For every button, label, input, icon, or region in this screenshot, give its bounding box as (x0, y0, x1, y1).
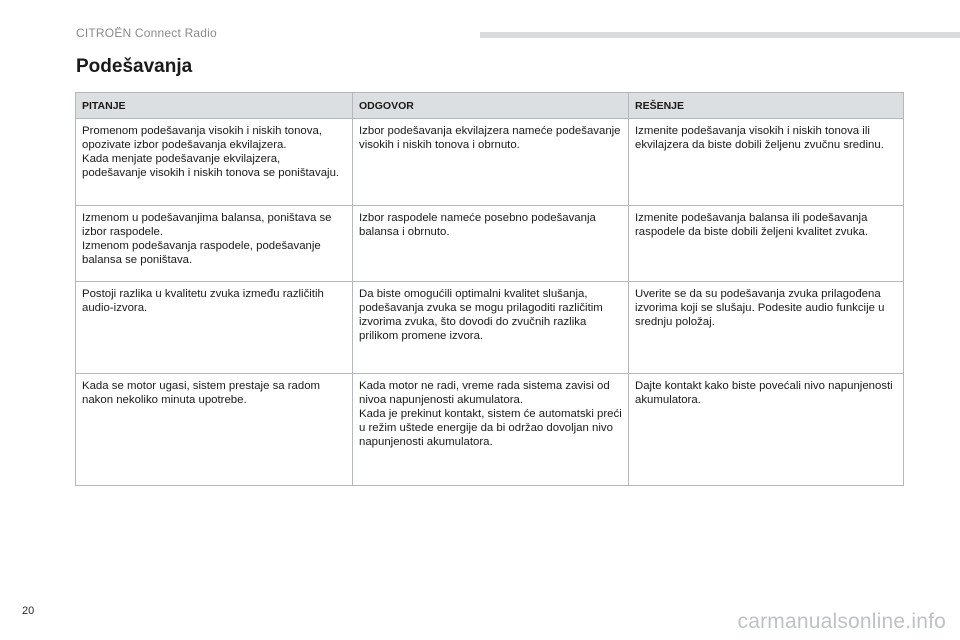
solution-cell (629, 282, 904, 374)
page-title: Podešavanja (76, 56, 193, 77)
question-text: Promenom podešavanja visokih i niskih tonova, opozivate izbor podešavanja ekvilajzera. Kada menjate podešavanje ekvilajzera, podešavanje visokih i niskih tonova se poništavaju. (82, 125, 340, 179)
answer-text: Da biste omogućili optimalni kvalitet slušanja, podešavanja zvuka se mogu prilagoditi različitim izvorima zvuka, što dovodi do zvučnih razlika prilikom promene izvora. (359, 288, 603, 342)
answer-cell (353, 206, 629, 282)
solution-text: Dajte kontakt kako biste povećali nivo napunjenosti akumulatora. (635, 380, 893, 406)
answer-cell (353, 119, 629, 206)
answer-cell (353, 282, 629, 374)
solution-cell (629, 206, 904, 282)
question-cell (76, 206, 353, 282)
question-text: Izmenom u podešavanjima balansa, poništava se izbor raspodele. Izmenom podešavanja raspodele, podešavanje balansa se poništava. (82, 212, 332, 266)
table-row (76, 374, 904, 486)
document-header-title: CITROËN Connect Radio (76, 26, 217, 40)
table-row (76, 119, 904, 206)
solution-text: Uverite se da su podešavanja zvuka prilagođena izvorima koji se slušaju. Podesite audio funkcije u srednju položaj. (635, 288, 885, 328)
question-text: Postoji razlika u kvalitetu zvuka između različitih audio-izvora. (82, 288, 324, 314)
column-header-solution: REŠENJE (629, 93, 904, 119)
page-number: 20 (22, 605, 35, 617)
column-header-answer: ODGOVOR (353, 93, 629, 119)
header-divider-bar (480, 32, 960, 38)
solution-cell (629, 119, 904, 206)
answer-text: Izbor podešavanja ekvilajzera nameće podešavanje visokih i niskih tonova i obrnuto. (359, 125, 621, 151)
column-header-question: PITANJE (76, 93, 353, 119)
question-cell (76, 282, 353, 374)
answer-cell (353, 374, 629, 486)
question-cell (76, 119, 353, 206)
question-cell (76, 374, 353, 486)
answer-text: Kada motor ne radi, vreme rada sistema zavisi od nivoa napunjenosti akumulatora. Kada je prekinut kontakt, sistem će automatski preći u režim uštede energije da bi održao dovoljan nivo napunjenosti akumulatora. (359, 380, 622, 448)
table-header-row (76, 93, 904, 119)
faq-table (75, 92, 904, 486)
answer-text: Izbor raspodele nameće posebno podešavanja balansa i obrnuto. (359, 212, 596, 238)
watermark-text: carmanualsonline.info (737, 610, 946, 633)
table-row (76, 282, 904, 374)
solution-text: Izmenite podešavanja visokih i niskih tonova ili ekvilajzera da biste dobili željenu zvučnu sredinu. (635, 125, 884, 151)
table-row (76, 206, 904, 282)
question-text: Kada se motor ugasi, sistem prestaje sa radom nakon nekoliko minuta upotrebe. (82, 380, 321, 406)
solution-cell (629, 374, 904, 486)
solution-text: Izmenite podešavanja balansa ili podešavanja raspodele da biste dobili željeni kvalitet zvuka. (635, 212, 869, 238)
